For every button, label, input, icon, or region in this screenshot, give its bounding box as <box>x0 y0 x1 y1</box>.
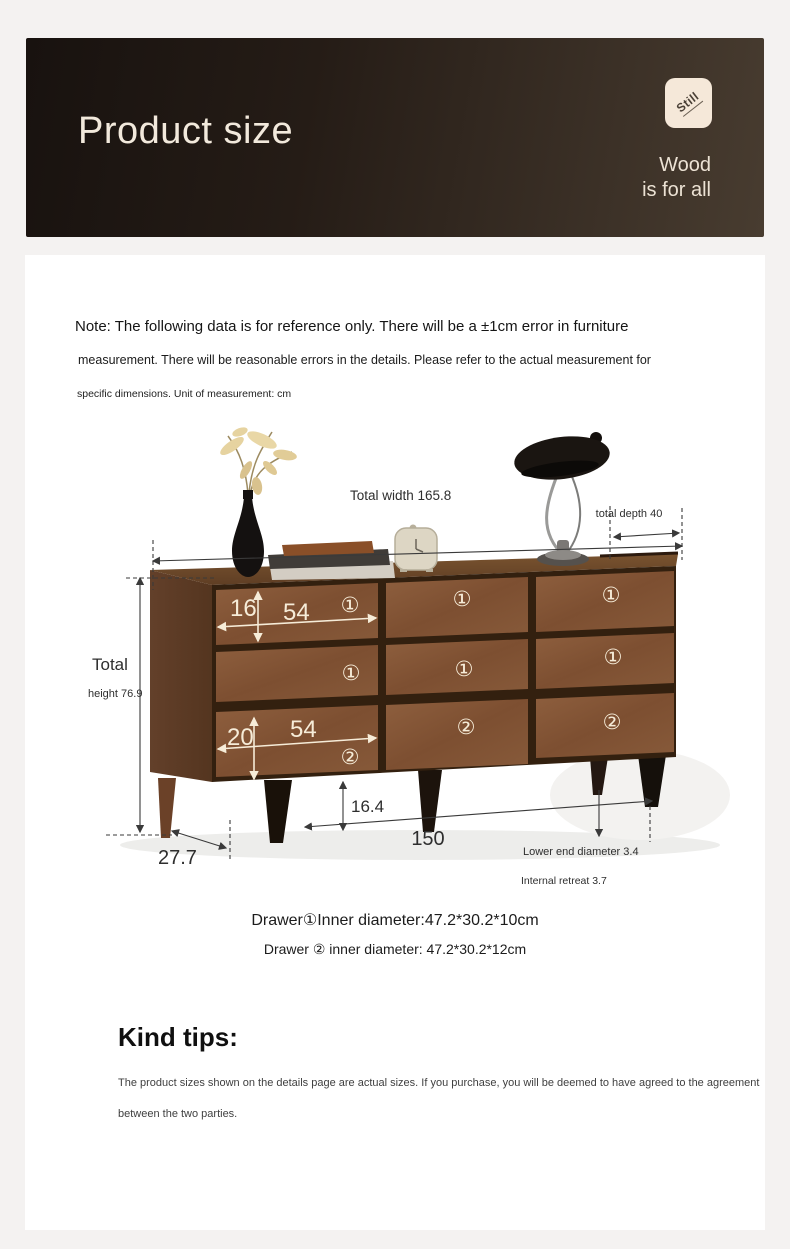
kind-tips-line2: between the two parties. <box>118 1108 238 1120</box>
note-line2: measurement. There will be reasonable errors in the details. Please refer to the actual measurement for <box>78 353 651 367</box>
lower-end-diameter-label: Lower end diameter 3.4 <box>523 846 639 858</box>
leg-height-label: 16.4 <box>351 797 385 816</box>
leg-span-label: 150 <box>411 828 445 850</box>
drawer-type1-badge: ① <box>454 657 474 681</box>
note-line3: specific dimensions. Unit of measurement: cm <box>77 388 292 400</box>
brand-badge <box>665 78 712 128</box>
drawer-type1-badge: ① <box>341 661 361 685</box>
note-line1: Note: The following data is for reference only. There will be a ±1cm error in furniture <box>75 318 629 335</box>
drawer-type1-badge: ① <box>603 645 623 669</box>
drawer-type2-badge: ② <box>456 715 476 739</box>
internal-retreat-label: Internal retreat 3.7 <box>521 875 607 887</box>
drawer1-inner-diameter: Drawer①Inner diameter:47.2*30.2*10cm <box>251 912 539 929</box>
header-banner <box>26 38 764 237</box>
decor-clock <box>395 525 437 573</box>
drawer-type2-badge: ② <box>602 710 622 734</box>
drawer-type2-badge: ② <box>340 745 360 769</box>
brand-tagline-line2: is for all <box>642 179 711 201</box>
kind-tips-title: Kind tips: <box>118 1022 238 1052</box>
drawer-type1-badge: ① <box>601 583 621 607</box>
drawer-bottom-width-label: 54 <box>290 716 317 743</box>
drawer-bottom-height-label: 20 <box>227 724 254 751</box>
drawer-type1-badge: ① <box>340 593 360 617</box>
drawer-top-height-label: 16 <box>230 595 257 622</box>
kind-tips-line1: The product sizes shown on the details page are actual sizes. If you purchase, you will be deemed to have agreed to the agreement <box>118 1077 760 1089</box>
total-height-label-word: Total <box>92 655 128 674</box>
total-depth-label: total depth 40 <box>595 508 663 520</box>
page-title: Product size <box>78 110 294 152</box>
decor-lamp <box>512 431 612 566</box>
brand-badge-label: Still <box>673 89 702 116</box>
decor-books <box>268 541 395 580</box>
side-depth-label: 27.7 <box>158 847 197 869</box>
total-width-label: Total width 165.8 <box>350 488 452 503</box>
drawer2-inner-diameter: Drawer ② inner diameter: 47.2*30.2*12cm <box>263 941 527 957</box>
drawer-type1-badge: ① <box>452 587 472 611</box>
drawer-top-width-label: 54 <box>283 599 310 626</box>
brand-tagline <box>642 153 711 203</box>
total-height-label-value: height 76.9 <box>88 688 143 700</box>
product-dimension-diagram <box>0 415 790 895</box>
brand-tagline-line1: Wood <box>659 154 711 176</box>
